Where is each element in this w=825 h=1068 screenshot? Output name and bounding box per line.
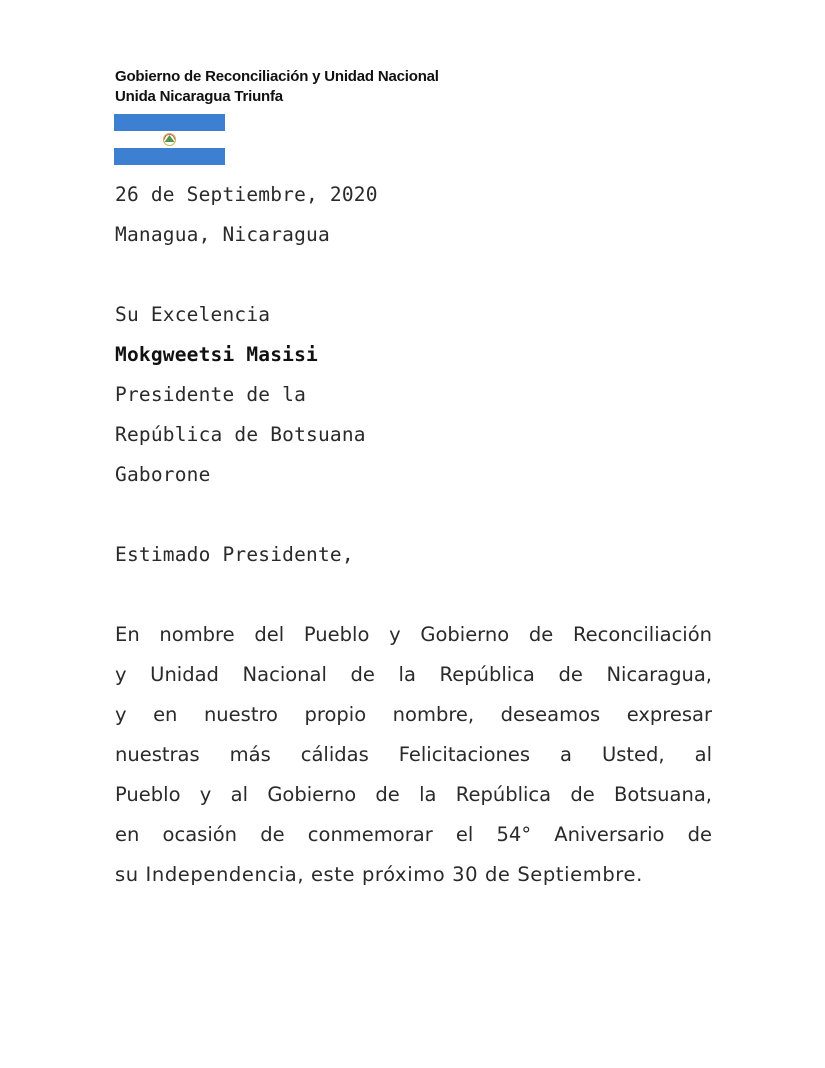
recipient-title: Su Excelencia <box>115 303 271 326</box>
recipient-role-line2: República de Botsuana <box>115 423 366 446</box>
flag-emblem-icon <box>164 134 176 146</box>
government-name-heading: Gobierno de Reconciliación y Unidad Nacional <box>115 68 439 85</box>
nicaragua-flag-icon <box>114 114 225 165</box>
body-line: su Independencia, este próximo 30 de Septiembre. <box>115 863 643 886</box>
body-line: y en nuestro propio nombre, deseamos expresar <box>115 703 712 726</box>
recipient-city: Gaborone <box>115 463 211 486</box>
recipient-name: Mokgweetsi Masisi <box>115 343 318 366</box>
body-line: nuestras más cálidas Felicitaciones a Usted, al <box>115 743 712 766</box>
government-slogan-heading: Unida Nicaragua Triunfa <box>115 88 283 105</box>
letter-greeting: Estimado Presidente, <box>115 543 354 566</box>
body-line: en ocasión de conmemorar el 54° Aniversario de <box>115 823 712 846</box>
body-line: y Unidad Nacional de la República de Nicaragua, <box>115 663 712 686</box>
letter-date: 26 de Septiembre, 2020 <box>115 183 378 206</box>
body-line: En nombre del Pueblo y Gobierno de Reconciliación <box>115 623 712 646</box>
letter-place: Managua, Nicaragua <box>115 223 330 246</box>
body-line: Pueblo y al Gobierno de la República de Botsuana, <box>115 783 712 806</box>
recipient-role-line1: Presidente de la <box>115 383 307 406</box>
